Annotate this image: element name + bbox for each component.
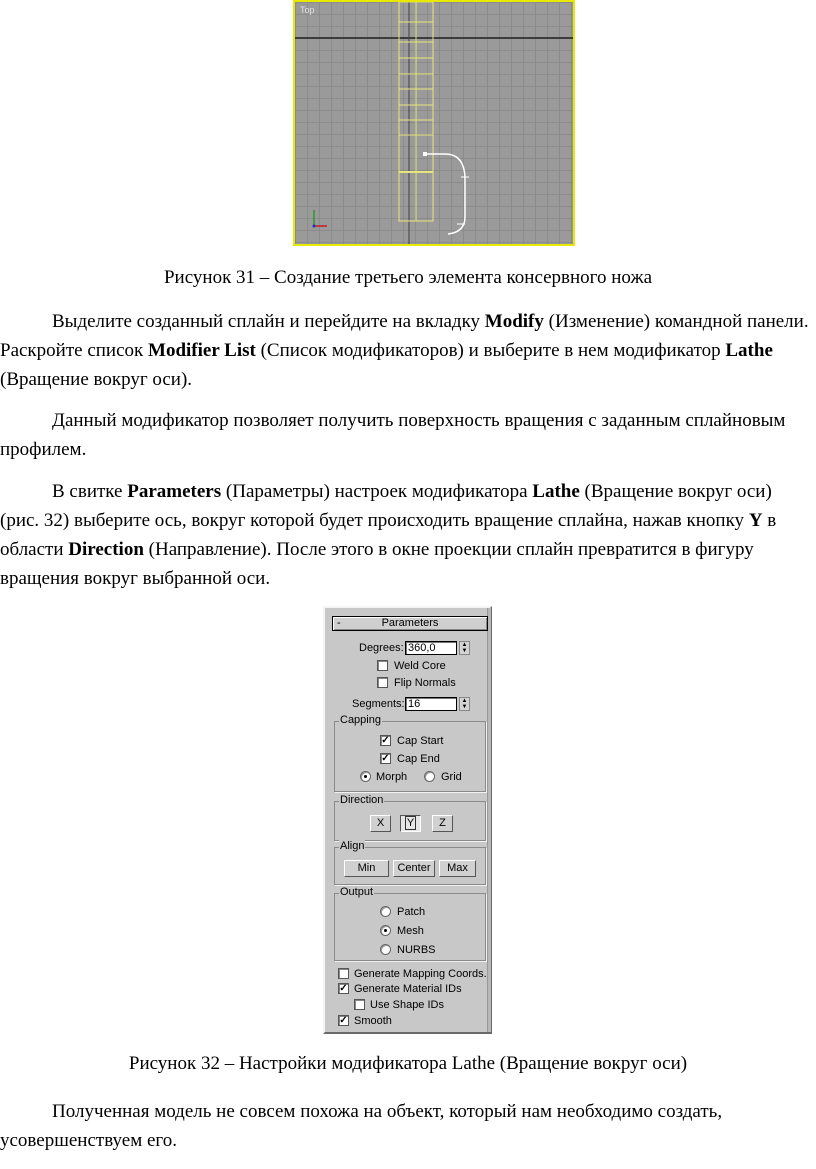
mesh-label: Mesh (397, 925, 424, 937)
degrees-input[interactable]: 360,0 (405, 641, 457, 655)
text-run: в области (0, 510, 777, 560)
segments-input[interactable]: 16 (405, 697, 457, 711)
morph-radio[interactable] (360, 771, 371, 782)
text-run: (Вращение вокруг оси) (рис. 32) выберите ось, вокруг которой будет происходить вращение сплайна, нажав кнопку (0, 481, 772, 531)
cap-end-checkbox[interactable]: ✓ (381, 753, 390, 764)
cap-end-label: Cap End (397, 753, 440, 765)
capping-group (334, 714, 486, 792)
bold-term: Y (748, 510, 763, 531)
patch-radio[interactable] (380, 906, 391, 917)
bold-term: Lathe (532, 481, 580, 502)
align-title: Align (340, 840, 365, 852)
bold-term: Direction (68, 539, 144, 560)
output-title: Output (340, 886, 374, 898)
text-run: В свитке (52, 481, 128, 502)
grid-label: Grid (441, 771, 462, 783)
rollout-collapse-icon[interactable]: - (337, 617, 341, 629)
text-run: (Изменение) командной панели. Раскройте список (0, 311, 809, 361)
text-run: (Список модификаторов) и выберите в нем модификатор (255, 340, 726, 361)
rollout-header[interactable] (332, 616, 488, 631)
degrees-label: Degrees: (359, 642, 404, 654)
bold-term: Lathe (725, 340, 773, 361)
generate-material-checkbox[interactable]: ✓ (339, 983, 348, 994)
use-shape-ids-label: Use Shape IDs (370, 999, 444, 1011)
rollout-title: Parameters (381, 617, 439, 629)
morph-label: Morph (376, 771, 408, 783)
bold-term: Modify (484, 311, 544, 332)
text-run: Выделите созданный сплайн и перейдите на вкладку (52, 311, 485, 332)
cap-start-label: Cap Start (397, 735, 444, 747)
use-shape-ids-checkbox[interactable] (354, 999, 365, 1010)
axis-tripod-icon (313, 210, 328, 228)
flip-normals-checkbox[interactable] (377, 677, 388, 688)
viewport-top[interactable] (293, 0, 575, 246)
smooth-checkbox[interactable]: ✓ (339, 1015, 348, 1026)
flip-normals-label: Flip Normals (394, 677, 456, 689)
align-group (334, 840, 486, 885)
segments-spinner[interactable]: ▲ ▼ (459, 697, 470, 711)
text-run: Данный модификатор позволяет получить поверхность вращения с заданным сплайновым профилем. (0, 410, 786, 460)
text-run: (Параметры) настроек модификатора (221, 481, 533, 502)
smooth-label: Smooth (354, 1015, 392, 1027)
direction-y-button[interactable]: Y (400, 815, 421, 832)
viewport-label: Top (300, 5, 315, 15)
segments-label: Segments: (352, 698, 405, 710)
paragraph-4 (0, 1097, 812, 1155)
paragraph-3 (0, 477, 812, 593)
direction-x-button[interactable]: X (370, 815, 391, 832)
figure31-caption: Рисунок 31 – Создание третьего элемента консервного ножа (163, 267, 653, 288)
text-run: (Направление). После этого в окне проекции сплайн превратится в фигуру вращения вокруг выбранной оси. (0, 539, 754, 589)
nurbs-radio[interactable] (380, 944, 391, 955)
weld-core-checkbox[interactable] (377, 660, 388, 671)
mesh-radio[interactable] (380, 925, 391, 936)
spline-profile (425, 154, 465, 234)
viewport-scene (295, 2, 573, 244)
grid-radio[interactable] (424, 771, 435, 782)
align-min-button[interactable]: Min (344, 860, 389, 877)
direction-group (334, 794, 486, 841)
direction-z-button[interactable]: Z (432, 815, 453, 832)
weld-core-label: Weld Core (394, 660, 446, 672)
figure32-caption: Рисунок 32 – Настройки модификатора Lathe (Вращение вокруг оси) (128, 1053, 688, 1074)
lathe-parameters-panel (323, 606, 492, 1034)
wireframe-object (399, 2, 433, 221)
cap-start-checkbox[interactable]: ✓ (381, 735, 390, 746)
text-run: (Вращение вокруг оси). (0, 369, 193, 390)
generate-material-label: Generate Material IDs (354, 983, 462, 995)
paragraph-2 (0, 406, 812, 464)
align-max-button[interactable]: Max (439, 860, 476, 877)
direction-title: Direction (340, 794, 384, 806)
panel-scrollbar[interactable] (487, 608, 491, 1032)
paragraph-1 (0, 307, 812, 394)
degrees-spinner[interactable]: ▲ ▼ (459, 641, 470, 655)
generate-mapping-checkbox[interactable] (338, 968, 349, 979)
bold-term: Parameters (127, 481, 222, 502)
nurbs-label: NURBS (397, 944, 436, 956)
generate-mapping-label: Generate Mapping Coords. (354, 968, 487, 980)
text-run: Полученная модель не совсем похожа на объект, который нам необходимо создать, усовершенствуем его. (0, 1101, 723, 1151)
bold-term: Modifier List (148, 340, 256, 361)
capping-title: Capping (340, 714, 381, 726)
align-center-button[interactable]: Center (393, 860, 435, 877)
output-group (334, 886, 486, 961)
patch-label: Patch (397, 906, 426, 918)
